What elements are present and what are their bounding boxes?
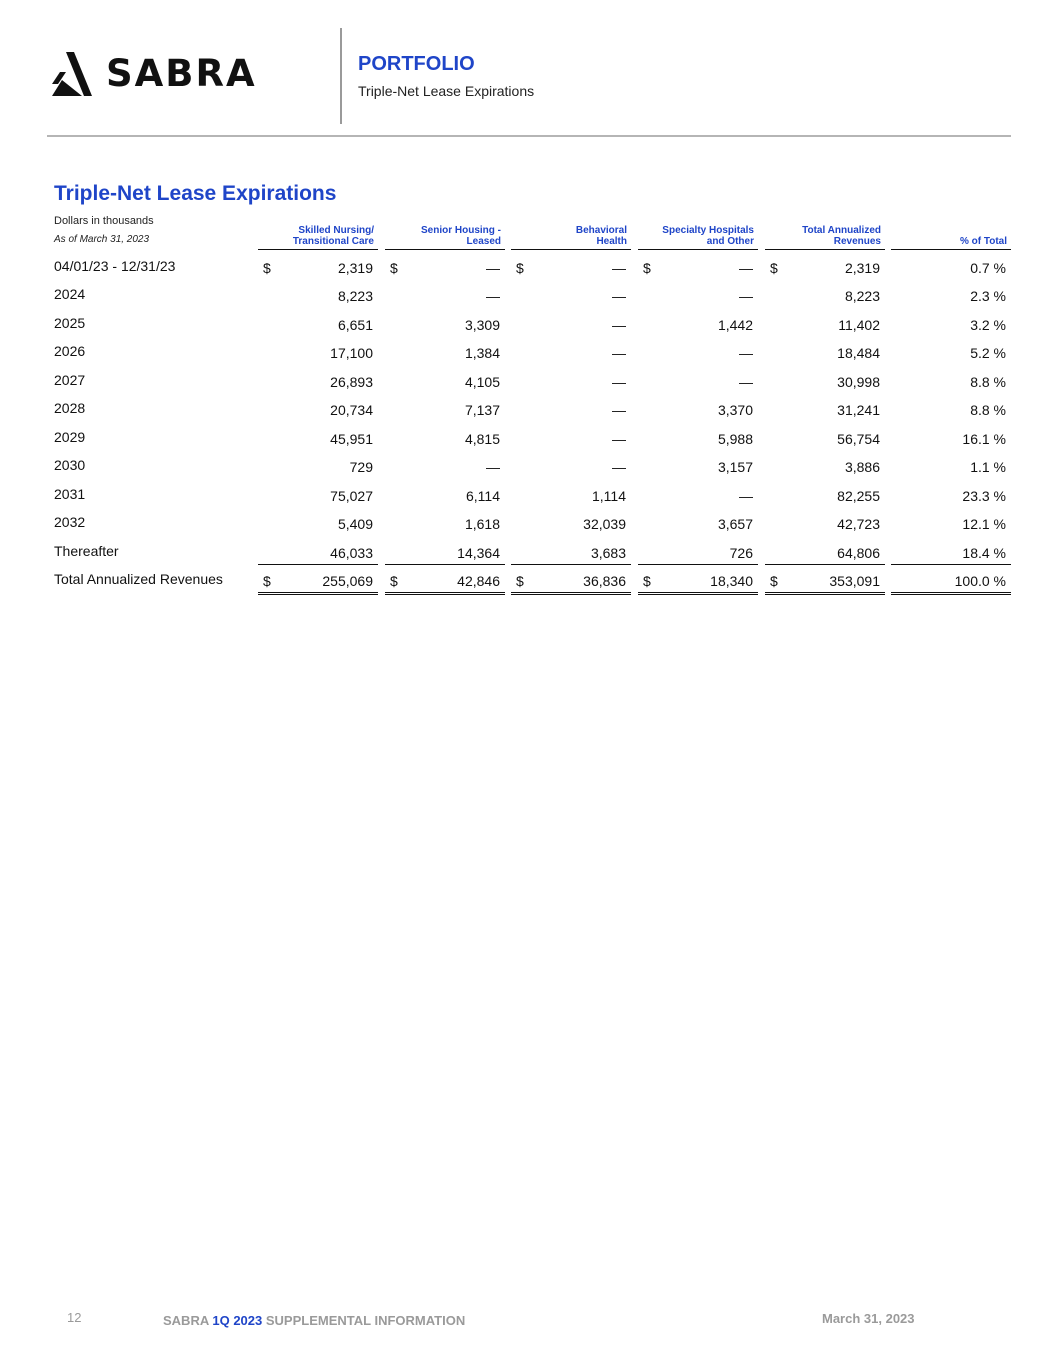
footer-label [163, 1313, 465, 1329]
table-cell: — [739, 260, 753, 276]
table-cell: 18.4 % [962, 544, 1006, 561]
column-header-total-revenues [765, 222, 885, 250]
table-cell: 18,484 [837, 345, 880, 362]
total-double-rule [385, 592, 505, 595]
row-label: 2032 [54, 514, 86, 531]
table-cell: 3,309 [464, 316, 500, 333]
footer-date: March 31, 2023 [822, 1311, 915, 1326]
row-label: 2028 [54, 400, 86, 417]
table-cell: — [739, 345, 753, 362]
table-cell: 46,033 [330, 544, 373, 561]
table-cell: 42,846 [457, 572, 500, 589]
subtotal-rule [765, 564, 885, 565]
table-cell: — [739, 487, 753, 504]
table-cell: — [612, 288, 626, 305]
table-cell: 3.2 % [970, 316, 1006, 333]
table-cell: — [612, 459, 626, 476]
column-header-line: Revenues [833, 236, 881, 247]
table-cell: 100.0 % [954, 572, 1006, 589]
table-cell: — [612, 260, 626, 276]
table-cell: 2.3 % [970, 288, 1006, 305]
row-label: 2031 [54, 485, 86, 502]
table-cell: 255,069 [322, 572, 373, 589]
currency-symbol: $ [516, 260, 524, 276]
table-row [0, 399, 1055, 427]
table-row [0, 314, 1055, 342]
table-cell: 1,384 [464, 345, 500, 362]
table-cell: 6,114 [466, 487, 500, 504]
table-cell: — [739, 288, 753, 305]
table-cell: 4,815 [464, 430, 500, 447]
row-label: 2025 [54, 314, 86, 331]
table-row [0, 428, 1055, 456]
table-cell: 8.8 % [970, 373, 1006, 390]
footer-doc-label: SUPPLEMENTAL INFORMATION [265, 1313, 466, 1328]
row-label: 2024 [54, 286, 86, 303]
table-cell: 64,806 [837, 544, 880, 561]
table-cell: 3,886 [844, 459, 880, 476]
table-cell: 42,723 [837, 516, 880, 533]
table-cell: 5,988 [717, 430, 753, 447]
table-cell: 5.2 % [970, 345, 1006, 362]
table-cell: 11,402 [838, 316, 880, 333]
table-cell: 36,836 [583, 572, 626, 589]
table-title: Triple-Net Lease Expirations [54, 182, 337, 205]
column-header-senior-housing [385, 222, 505, 250]
currency-symbol: $ [643, 572, 651, 589]
table-cell: — [612, 373, 626, 390]
table-cell: 353,091 [829, 572, 880, 589]
column-header-line: Health [596, 236, 627, 247]
table-cell: 3,683 [590, 544, 626, 561]
currency-symbol: $ [516, 572, 524, 589]
total-double-rule [511, 592, 631, 595]
currency-symbol: $ [263, 572, 271, 589]
page-number: 12 [67, 1310, 82, 1325]
table-cell: 12.1 % [962, 516, 1006, 533]
column-header-behavioral-health [511, 222, 631, 250]
header-divider [340, 28, 342, 124]
table-cell: 14,364 [457, 544, 500, 561]
table-cell: 32,039 [583, 516, 626, 533]
sabra-logo-mark-icon [52, 52, 104, 98]
table-cell: 3,157 [717, 459, 753, 476]
currency-symbol: $ [770, 572, 778, 589]
column-header-line: % of Total [959, 236, 1007, 247]
table-row [0, 285, 1055, 313]
table-row [0, 456, 1055, 484]
column-header-line: Skilled Nursing/ [298, 225, 374, 236]
table-cell: 1,618 [464, 516, 500, 533]
table-cell: 3,657 [717, 516, 753, 533]
table-cell: 16.1 % [962, 430, 1006, 447]
table-row [0, 513, 1055, 541]
table-row [0, 342, 1055, 370]
column-header-line: Senior Housing - [421, 225, 501, 236]
table-cell: 20,734 [330, 402, 373, 419]
subtotal-rule [511, 564, 631, 565]
table-cell: 4,105 [464, 373, 500, 390]
section-title: PORTFOLIO [358, 53, 475, 75]
table-cell: — [739, 373, 753, 390]
table-cell: — [612, 345, 626, 362]
row-label: Total Annualized Revenues [54, 570, 223, 587]
table-cell: 75,027 [330, 487, 373, 504]
column-header-line: Behavioral [575, 225, 627, 236]
table-cell: 56,754 [837, 430, 880, 447]
column-header-skilled-nursing [258, 222, 378, 250]
total-double-rule [891, 592, 1011, 595]
column-header-percent-total [891, 222, 1011, 250]
total-double-rule [258, 592, 378, 595]
total-double-rule [765, 592, 885, 595]
table-cell: — [486, 260, 500, 276]
total-double-rule [638, 592, 758, 595]
column-header-line: Total Annualized [802, 225, 881, 236]
table-cell: 18,340 [710, 572, 753, 589]
table-cell: 1,442 [717, 316, 753, 333]
column-header-line: Leased [466, 236, 501, 247]
table-cell: 30,998 [837, 373, 880, 390]
row-label: 2029 [54, 428, 86, 445]
table-cell: 8.8 % [970, 402, 1006, 419]
table-cell: 0.7 % [970, 260, 1006, 276]
currency-symbol: $ [263, 260, 271, 276]
sabra-logo [52, 52, 297, 98]
table-cell: 23.3 % [962, 487, 1006, 504]
table-row [0, 371, 1055, 399]
currency-symbol: $ [390, 260, 398, 276]
table-cell: 26,893 [330, 373, 373, 390]
row-label: 2027 [54, 371, 86, 388]
table-cell: — [612, 316, 626, 333]
table-cell: — [486, 288, 500, 305]
footer-period: 1Q 2023 [212, 1313, 263, 1328]
table-cell: — [486, 459, 500, 476]
table-cell: 7,137 [464, 402, 500, 419]
table-row [0, 485, 1055, 513]
row-label: 2030 [54, 457, 86, 474]
logo-wordmark: SABRA [106, 52, 257, 95]
table-cell: 2,319 [844, 260, 880, 276]
table-row [0, 542, 1055, 570]
column-header-line: Transitional Care [292, 236, 374, 247]
row-label: 04/01/23 - 12/31/23 [54, 258, 176, 274]
subtotal-rule [638, 564, 758, 565]
subtotal-rule [891, 564, 1011, 565]
table-cell: 2,319 [337, 260, 373, 276]
subtotal-rule [258, 564, 378, 565]
row-label: Thereafter [54, 542, 119, 559]
table-cell: — [612, 402, 626, 419]
table-row [0, 257, 1055, 285]
units-note: Dollars in thousands [54, 215, 154, 227]
table-cell: — [612, 430, 626, 447]
table-cell: 8,223 [337, 288, 373, 305]
as-of-note: As of March 31, 2023 [54, 234, 150, 245]
table-cell: 17,100 [330, 345, 373, 362]
table-cell: 6,651 [337, 316, 373, 333]
table-cell: 82,255 [837, 487, 880, 504]
table-cell: 3,370 [717, 402, 753, 419]
table-cell: 8,223 [844, 288, 880, 305]
table-cell: 45,951 [330, 430, 373, 447]
section-subtitle: Triple-Net Lease Expirations [358, 83, 535, 99]
subtotal-rule [385, 564, 505, 565]
currency-symbol: $ [770, 260, 778, 276]
header-rule [47, 135, 1011, 137]
column-header-line: and Other [706, 236, 754, 247]
currency-symbol: $ [390, 572, 398, 589]
row-label: 2026 [54, 343, 86, 360]
column-header-specialty-hospitals [638, 222, 758, 250]
table-cell: 729 [349, 459, 373, 476]
table-cell: 5,409 [337, 516, 373, 533]
table-cell: 1,114 [592, 487, 626, 504]
table-cell: 726 [729, 544, 753, 561]
footer-brand: SABRA [163, 1313, 209, 1328]
currency-symbol: $ [643, 260, 651, 276]
table-cell: 31,241 [837, 402, 880, 419]
table-cell: 1.1 % [970, 459, 1006, 476]
column-header-line: Specialty Hospitals [662, 225, 754, 236]
